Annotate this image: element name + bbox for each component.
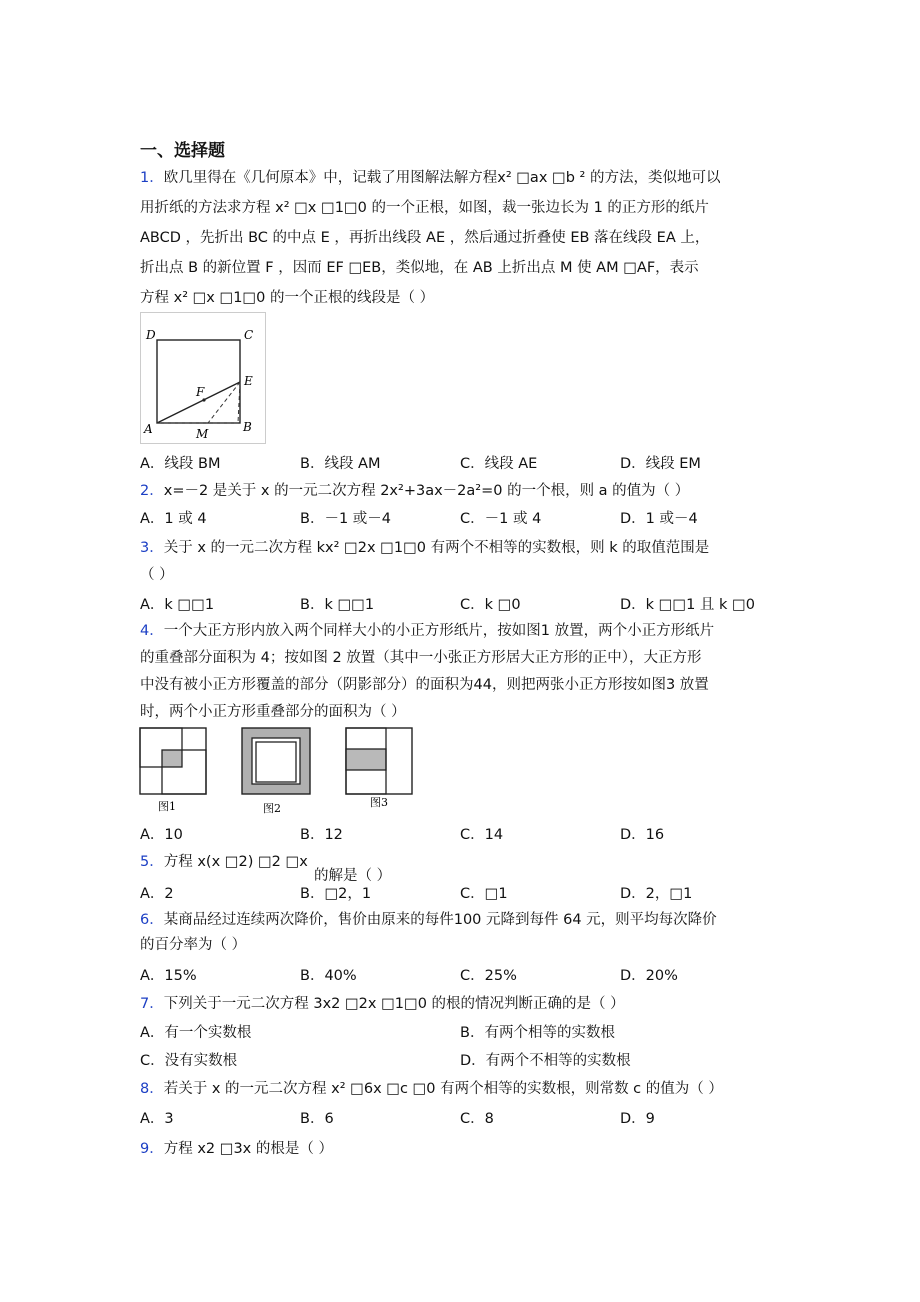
figure-2-label: 图2 <box>263 802 281 815</box>
question-5-line-2: 的解是（ ） <box>314 868 392 884</box>
question-number: 1． <box>140 170 164 186</box>
question-number: 8． <box>140 1081 164 1097</box>
question-8-line-1: 8．若关于 x 的一元二次方程 x² □6x □c □0 有两个相等的实数根，则常数 c 的值为（ ） <box>140 1081 723 1097</box>
segment-em-dashed <box>208 382 240 423</box>
question-2-line-1: 2．x=－2 是关于 x 的一元二次方程 2x²+3ax－2a²=0 的一个根，则 a 的值为（ ） <box>140 483 690 499</box>
section-title: 一、选择题 <box>140 141 225 161</box>
question-3-line-1: 3．关于 x 的一元二次方程 kx² □2x □1□0 有两个不相等的实数根，则 k 的取值范围是 <box>140 540 710 556</box>
square-abcd <box>157 340 240 423</box>
label-c: C <box>244 328 254 342</box>
question-6-line-2: 的百分率为（ ） <box>140 937 247 953</box>
question-1-line-3: ABCD ，先折出 BC 的中点 E ，再折出线段 AE ，然后通过折叠使 EB 落在线段 EA 上， <box>140 230 710 246</box>
q6-option-c: C．25% <box>460 968 517 984</box>
q5-option-b: B．□2，1 <box>300 886 372 902</box>
q6-option-a: A．15% <box>140 968 197 984</box>
q1-option-a: A．线段 BM <box>140 456 221 472</box>
figure-1-label: 图1 <box>158 800 176 813</box>
question-number: 2． <box>140 483 164 499</box>
q8-option-c: C．8 <box>460 1111 494 1127</box>
figure-3 <box>346 728 412 809</box>
question-1-line-5: 方程 x² □x □1□0 的一个正根的线段是（ ） <box>140 290 435 306</box>
q6-option-b: B．40% <box>300 968 357 984</box>
q1-option-c: C．线段 AE <box>460 456 538 472</box>
question-1-line-1: 1．欧几里得在《几何原本》中，记载了用图解法解方程x² □ax □b ² 的方法，类似地可以 <box>140 170 721 186</box>
q8-option-b: B．6 <box>300 1111 334 1127</box>
q4-option-c: C．14 <box>460 827 504 843</box>
question-1-line-4: 折出点 B 的新位置 F ，因而 EF □EB，类似地，在 AB 上折出点 M 使 AM □AF，表示 <box>140 260 699 276</box>
q7-option-a: A．有一个实数根 <box>140 1025 252 1041</box>
question-number: 5． <box>140 854 164 870</box>
question-3-line-2: （ ） <box>140 567 174 583</box>
q3-option-a: A．k □□1 <box>140 597 215 613</box>
figure-3-label: 图3 <box>370 796 388 809</box>
label-f: F <box>196 385 205 399</box>
label-m: M <box>196 427 209 441</box>
q1-option-b: B．线段 AM <box>300 456 381 472</box>
q7-option-c: C．没有实数根 <box>140 1053 238 1069</box>
question-4-line-1: 4．一个大正方形内放入两个同样大小的小正方形纸片，按如图1 放置，两个小正方形纸片 <box>140 623 715 639</box>
question-4-line-4: 时，两个小正方形重叠部分的面积为（ ） <box>140 704 406 720</box>
q3-option-d: D．k □□1 且 k □0 <box>620 597 755 613</box>
question-number: 4． <box>140 623 164 639</box>
q4-option-d: D．16 <box>620 827 665 843</box>
q2-option-a: A．1 或 4 <box>140 511 207 527</box>
label-a: A <box>144 422 153 436</box>
question-4-line-2: 的重叠部分面积为 4；按如图 2 放置（其中一小张正方形居大正方形的正中），大正方形 <box>140 650 702 666</box>
q2-option-d: D．1 或－4 <box>620 511 698 527</box>
question-1-line-2: 用折纸的方法求方程 x² □x □1□0 的一个正根，如图，裁一张边长为 1 的正方形的纸片 <box>140 200 709 216</box>
q5-option-a: A．2 <box>140 886 174 902</box>
q1-option-d: D．线段 EM <box>620 456 701 472</box>
q2-option-b: B．－1 或－4 <box>300 511 392 527</box>
q5-option-c: C．□1 <box>460 886 508 902</box>
figure-2 <box>242 728 310 815</box>
label-e: E <box>244 374 253 388</box>
q2-option-c: C．－1 或 4 <box>460 511 542 527</box>
label-b: B <box>243 420 252 434</box>
question-number: 9． <box>140 1141 164 1157</box>
q8-option-d: D．9 <box>620 1111 655 1127</box>
q5-option-d: D．2，□1 <box>620 886 693 902</box>
q3-option-c: C．k □0 <box>460 597 521 613</box>
q8-option-a: A．3 <box>140 1111 174 1127</box>
label-d: D <box>146 328 156 342</box>
question-number: 6． <box>140 912 164 928</box>
q7-option-d: D．有两个不相等的实数根 <box>460 1053 631 1069</box>
q7-option-b: B．有两个相等的实数根 <box>460 1025 615 1041</box>
q6-option-d: D．20% <box>620 968 678 984</box>
question-number: 7． <box>140 996 164 1012</box>
question-4-line-3: 中没有被小正方形覆盖的部分（阴影部分）的面积为44，则把两张小正方形按如图3 放置 <box>140 677 709 693</box>
q4-option-a: A．10 <box>140 827 183 843</box>
figure-1 <box>140 728 206 813</box>
square-fold-figure <box>140 312 266 444</box>
question-7-line-1: 7．下列关于一元二次方程 3x2 □2x □1□0 的根的情况判断正确的是（ ） <box>140 996 625 1012</box>
question-number: 3． <box>140 540 164 556</box>
question-5-line-1: 5．方程 x(x □2) □2 □x <box>140 854 308 870</box>
q3-option-b: B．k □□1 <box>300 597 375 613</box>
question-6-line-1: 6．某商品经过连续两次降价，售价由原来的每件100 元降到每件 64 元，则平均每次降价 <box>140 912 717 928</box>
three-squares-figure <box>138 726 416 816</box>
question-9-line-1: 9．方程 x2 □3x 的根是（ ） <box>140 1141 333 1157</box>
q4-option-b: B．12 <box>300 827 343 843</box>
